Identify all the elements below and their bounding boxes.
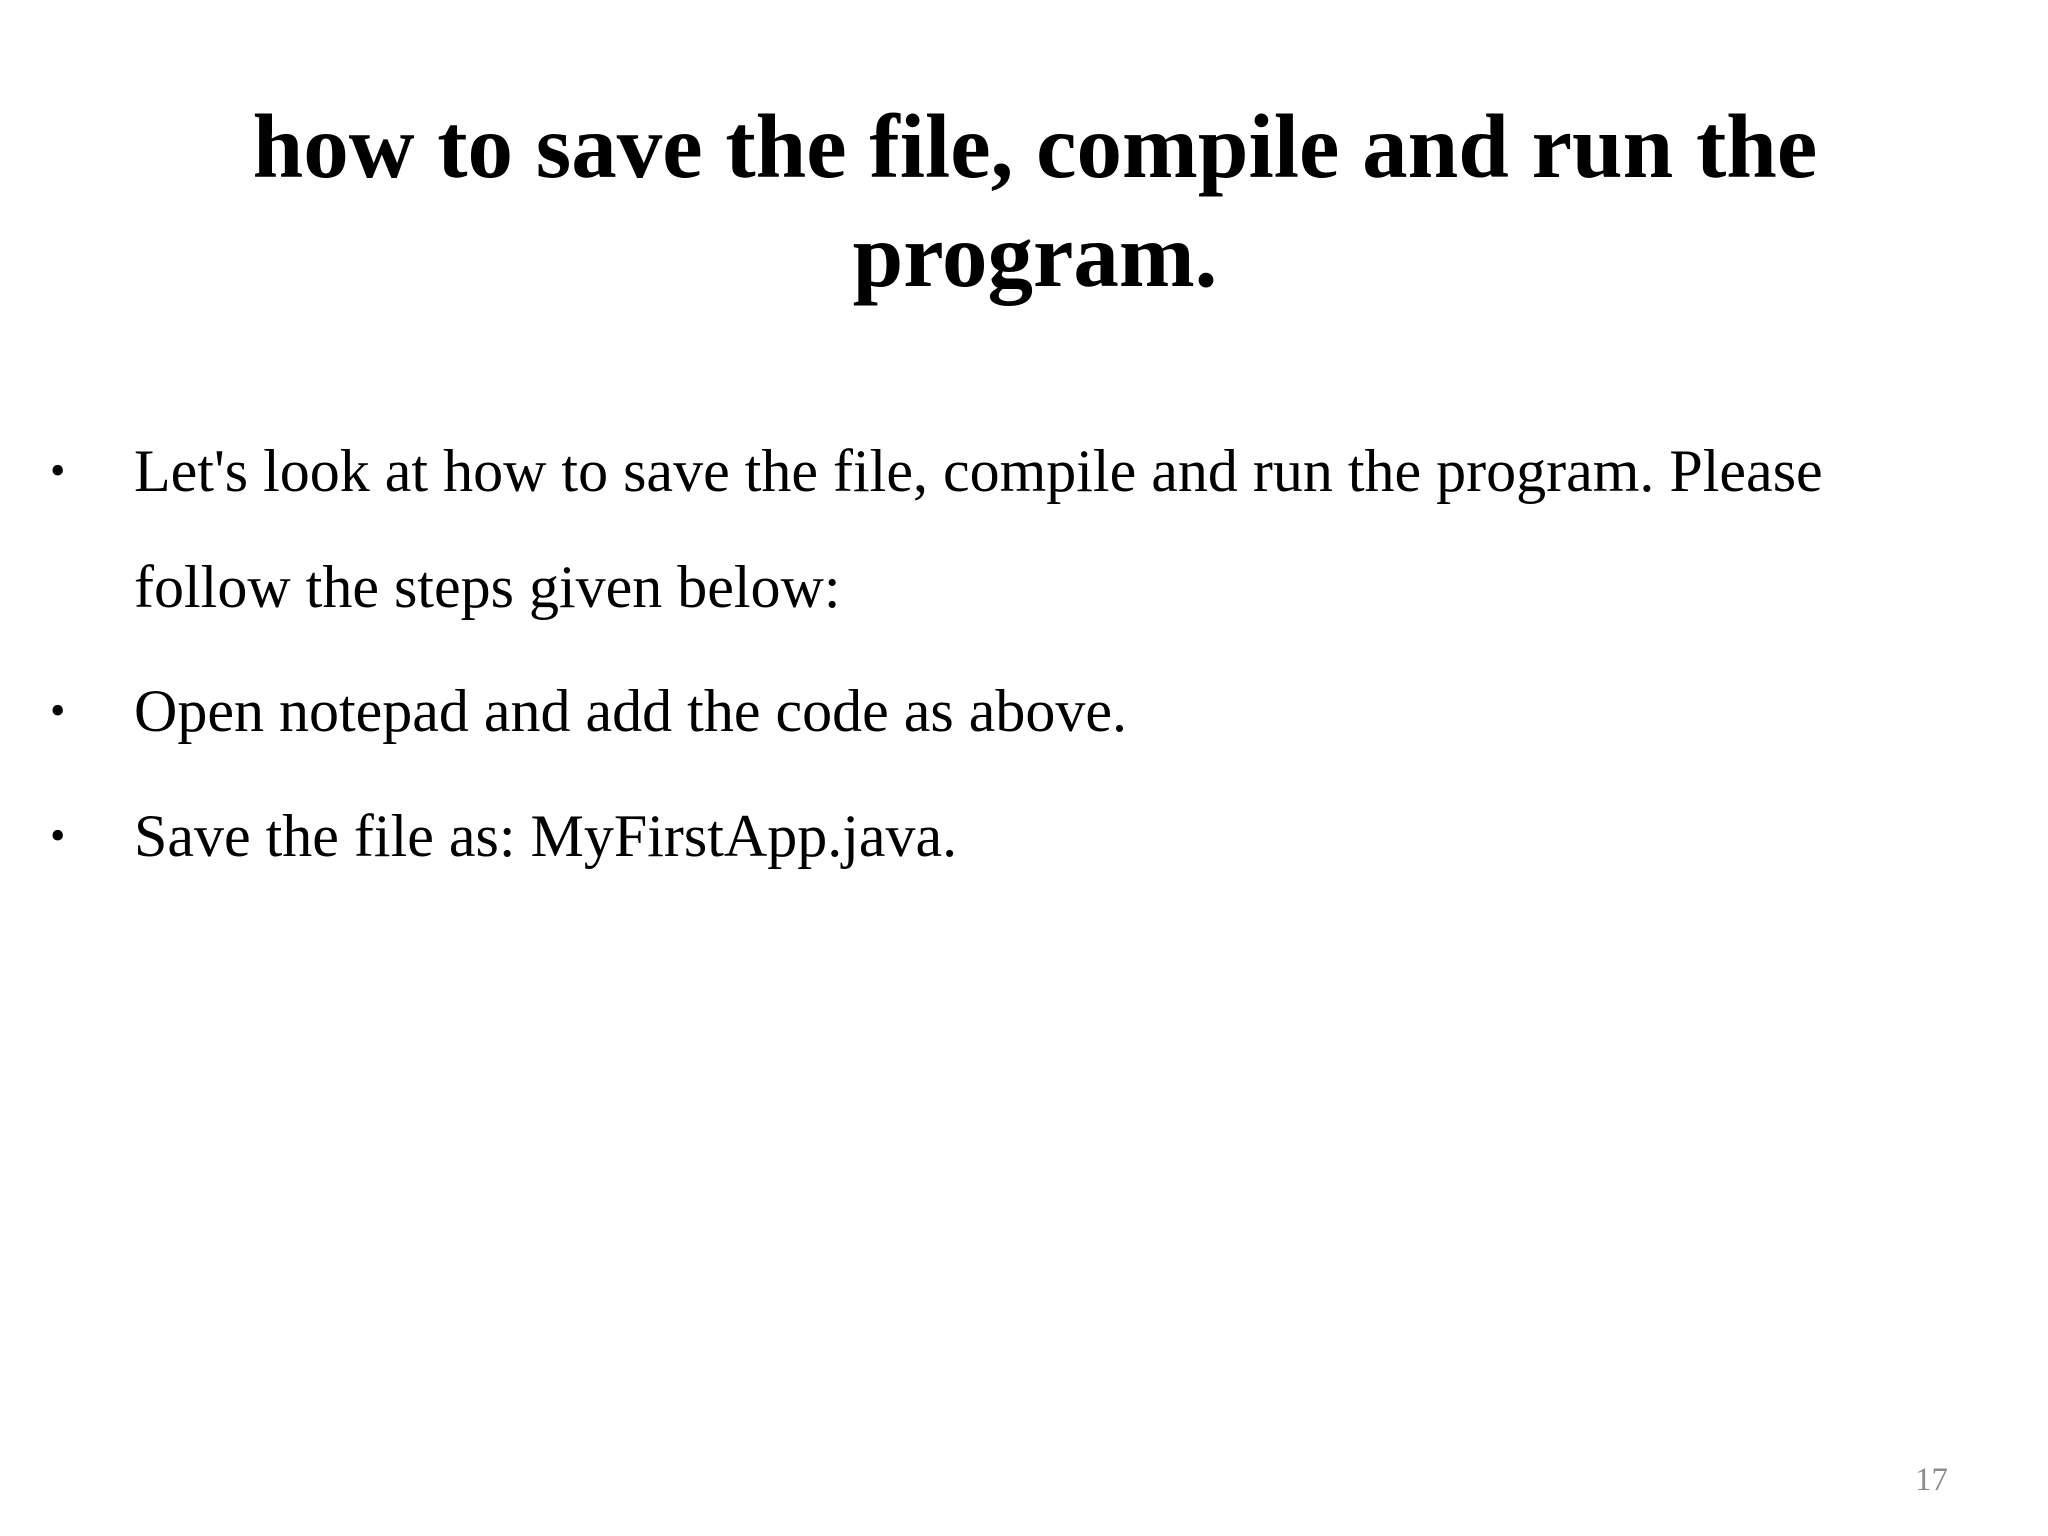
bullet-item [50,778,1970,894]
page-number: 17 [1915,1462,1948,1498]
bullet-text: Open notepad and add the code as above. [134,678,1127,744]
bullet-icon: • [50,446,66,495]
bullet-text: Let's look at how to save the file, compile and run the program. Please follow the steps given below: [134,438,1823,620]
bullet-icon: • [50,811,66,860]
bullet-icon: • [50,686,66,735]
bullet-item [50,653,1970,769]
slide-title: how to save the file, compile and run the program. [252,96,1818,306]
bullet-text: Save the file as: MyFirstApp.java. [134,803,958,869]
bullet-item [50,413,1970,645]
